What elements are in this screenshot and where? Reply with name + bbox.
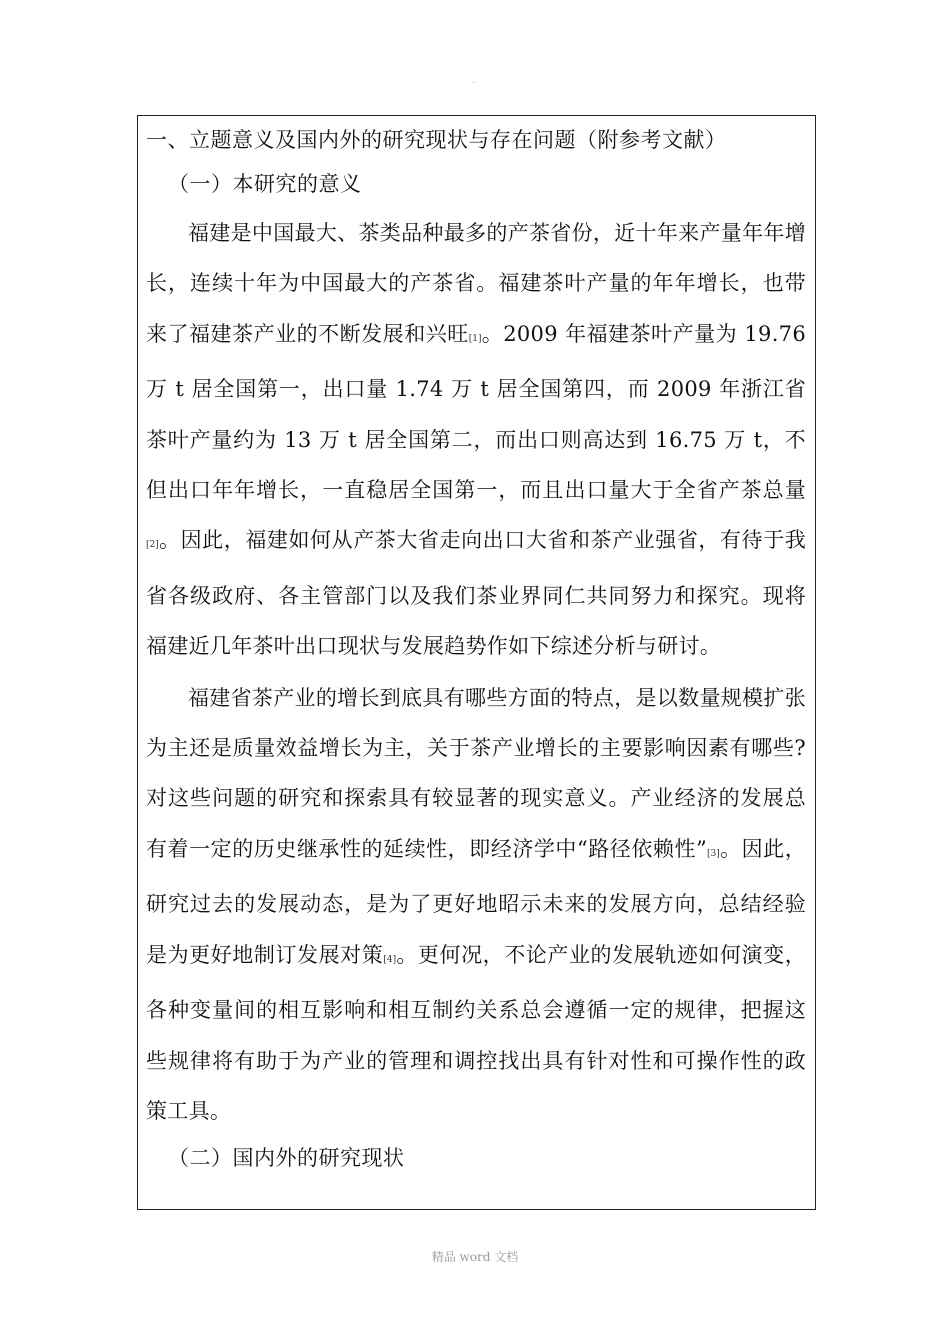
page-footer: 精品 word 文档	[431, 1250, 519, 1264]
paragraph-2-text-a: 福建省茶产业的增长到底具有哪些方面的特点，是以数量规模扩张为主还是质量效益增长为主，关于茶产业增长的主要影响因素有哪些?对这些问题的研究和探索具有较显著的现实意义。产业经济的发展总有着一定的历史继承性的延续性，即经济学中“路径依赖性”	[146, 685, 806, 861]
content-body	[146, 118, 806, 1180]
paragraph-1	[146, 208, 806, 672]
citation-1: [1]	[468, 333, 482, 344]
subheading-significance: （一）本研究的意义	[168, 172, 362, 196]
paragraph-1-text-b: 。2009 年福建茶叶产量为 19.76 万 t 居全国第一，出口量 1.74 万 t 居全国第四，而 2009 年浙江省茶叶产量约为 13 万 t 居全国第二，而出口则高达到 16.75 万 t，不但出口年年增长，一直稳居全国第一，而且出口量大于全省产茶总量	[146, 321, 807, 503]
content-frame	[137, 115, 816, 1210]
paragraph-2-text-c: 。更何况，不论产业的发展轨迹如何演变，各种变量间的相互影响和相互制约关系总会遵循一定的规律，把握这些规律将有助于为产业的管理和调控找出具有针对性和可操作性的政策工具。	[146, 942, 806, 1123]
paragraph-2-text-b: 。因此，研究过去的发展动态，是为了更好地昭示未来的发展方向，总结经验是为更好地制订发展对策	[146, 836, 806, 967]
citation-3: [3]	[707, 848, 720, 859]
section-heading: 一、立题意义及国内外的研究现状与存在问题（附参考文献）	[146, 128, 727, 152]
citation-2: [2]	[146, 540, 159, 551]
paragraph-2	[146, 673, 806, 1137]
subheading-research-status: （二）国内外的研究现状	[168, 1146, 405, 1171]
paragraph-1-text-c: 。因此，福建如何从产茶大省走向出口大省和茶产业强省，有待于我省各级政府、各主管部门以及我们茶业界同仁共同努力和探究。现将福建近几年茶叶出口现状与发展趋势作如下综述分析与研讨。	[146, 528, 806, 659]
page-top-mark: ·	[472, 78, 476, 89]
paragraph-1-text-a: 福建是中国最大、茶类品种最多的产茶省份，近十年来产量年年增长，连续十年为中国最大的产茶省。福建茶叶产量的年年增长，也带来了福建茶产业的不断发展和兴旺	[146, 221, 806, 346]
citation-4: [4]	[383, 954, 397, 965]
